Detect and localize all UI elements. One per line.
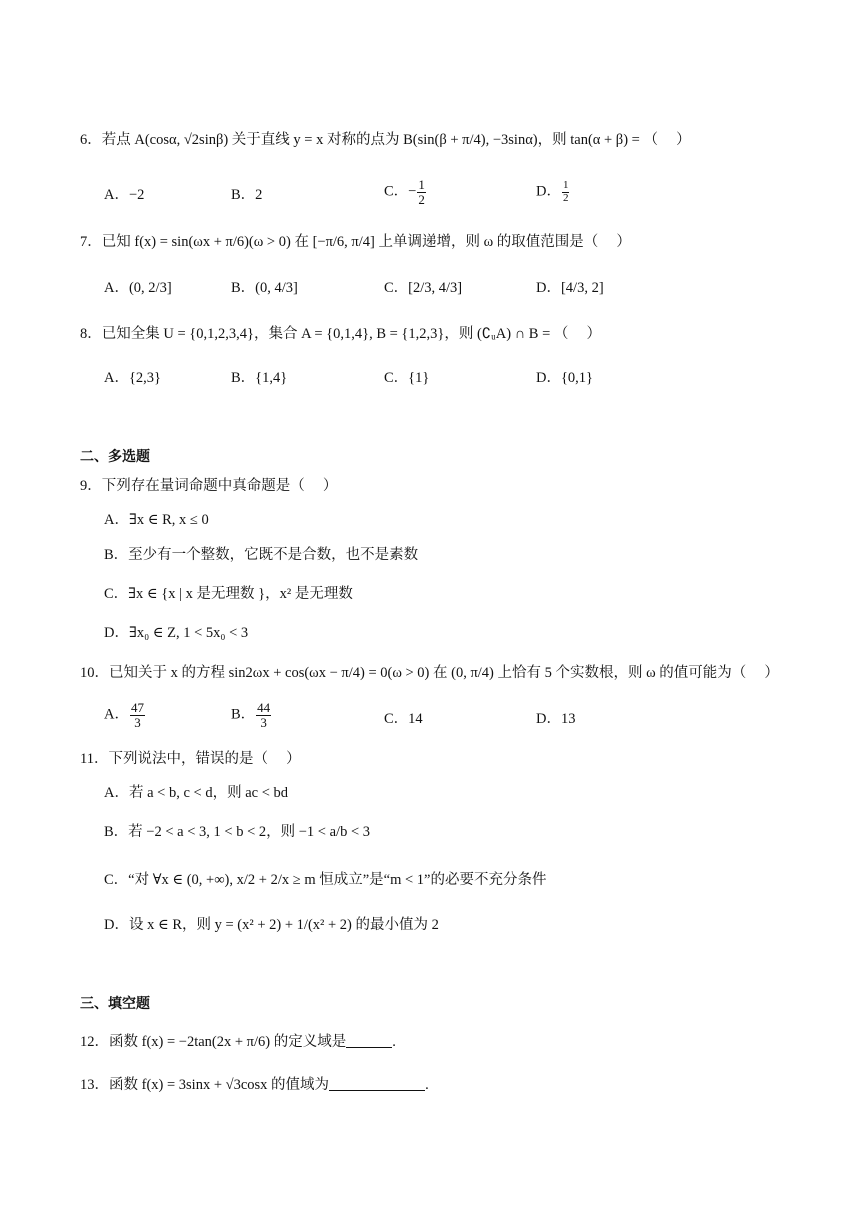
q10-option-b-prefix: B． bbox=[231, 706, 256, 723]
section-heading-fill-in: 三、填空题 bbox=[80, 996, 150, 1012]
q11-option-d: D．设 x ∈ R，则 y = (x² + 2) + 1/(x² + 2) 的最小值为 2 bbox=[104, 917, 439, 933]
q10-option-b-denominator: 3 bbox=[260, 714, 267, 730]
q12-stem-text: 12．函数 f(x) = −2tan(2x + π/6) 的定义域是 bbox=[80, 1034, 347, 1050]
q11-option-b: B．若 −2 < a < 3, 1 < b < 2，则 −1 < a/b < 3 bbox=[104, 824, 370, 840]
q9-option-c: C．∃x ∈ {x | x 是无理数 }，x² 是无理数 bbox=[104, 586, 353, 602]
q6-option-b: B．2 bbox=[231, 187, 263, 203]
q6-stem: 6．若点 A(cosα, √2sinβ) 关于直线 y = x 对称的点为 B(sin(β + π/4), −3sinα)，则 tan(α + β) = （ ） bbox=[80, 132, 691, 148]
q7-option-d: D．[4/3, 2] bbox=[536, 280, 604, 296]
q6-option-d bbox=[536, 180, 570, 204]
q10-option-a-denominator: 3 bbox=[134, 714, 141, 730]
q6-option-c-denominator: 2 bbox=[418, 191, 425, 207]
q8-option-a: A．{2,3} bbox=[104, 370, 162, 386]
q10-option-a bbox=[104, 701, 146, 729]
q6-option-c-numerator: 1 bbox=[418, 177, 425, 192]
q6-option-c-prefix: C．− bbox=[384, 183, 417, 200]
q10-option-a-prefix: A． bbox=[104, 706, 129, 723]
q11-option-c: C．“对 ∀x ∈ (0, +∞), x/2 + 2/x ≥ m 恒成立”是“m < 1”的必要不充分条件 bbox=[104, 872, 547, 888]
q9-option-a: A．∃x ∈ R, x ≤ 0 bbox=[104, 512, 209, 528]
q10-option-b bbox=[231, 701, 272, 729]
q7-option-c: C．[2/3, 4/3] bbox=[384, 280, 463, 296]
q7-option-a: A．(0, 2/3] bbox=[104, 280, 172, 296]
q13-stem bbox=[80, 1076, 429, 1093]
q9-option-d: D．∃x₀ ∈ Z, 1 < 5x₀ < 3 bbox=[104, 625, 249, 641]
q6-option-a: A．−2 bbox=[104, 187, 145, 203]
q6-option-d-denominator: 2 bbox=[562, 191, 569, 204]
q10-option-c: C．14 bbox=[384, 711, 423, 727]
q7-stem: 7．已知 f(x) = sin(ωx + π/6)(ω > 0) 在 [−π/6, π/4] 上单调递增，则 ω 的取值范围是（ ） bbox=[80, 234, 631, 250]
q12-period: . bbox=[392, 1034, 396, 1050]
q11-option-a: A．若 a < b, c < d，则 ac < bd bbox=[104, 785, 288, 801]
q8-stem: 8．已知全集 U = {0,1,2,3,4}，集合 A = {0,1,4}, B = {1,2,3}，则 (∁ᵤA) ∩ B = （ ） bbox=[80, 326, 602, 342]
q9-stem: 9．下列存在量词命题中真命题是（ ） bbox=[80, 478, 338, 494]
q10-stem: 10．已知关于 x 的方程 sin2ωx + cos(ωx − π/4) = 0(ω > 0) 在 (0, π/4) 上恰有 5 个实数根，则 ω 的值可能为（ ） bbox=[80, 665, 779, 681]
q8-option-c: C．{1} bbox=[384, 370, 430, 386]
q13-period: . bbox=[425, 1077, 429, 1093]
q10-option-a-numerator: 47 bbox=[130, 700, 144, 715]
q7-option-b: B．(0, 4/3] bbox=[231, 280, 298, 296]
q8-option-b: B．{1,4} bbox=[231, 370, 288, 386]
q9-option-b: B．至少有一个整数，它既不是合数，也不是素数 bbox=[104, 547, 419, 563]
q12-stem bbox=[80, 1033, 396, 1050]
section-heading-multiple-choice: 二、多选题 bbox=[80, 449, 150, 465]
q10-option-d: D．13 bbox=[536, 711, 576, 727]
q11-stem: 11．下列说法中，错误的是（ ） bbox=[80, 751, 301, 767]
q12-answer-blank[interactable] bbox=[346, 1033, 392, 1048]
q10-option-b-numerator: 44 bbox=[257, 700, 271, 715]
q8-option-d: D．{0,1} bbox=[536, 370, 594, 386]
q13-stem-text: 13．函数 f(x) = 3sinx + √3cosx 的值域为 bbox=[80, 1077, 330, 1093]
q6-option-d-prefix: D． bbox=[536, 183, 561, 200]
q13-answer-blank[interactable] bbox=[329, 1076, 425, 1091]
q6-option-d-numerator: 1 bbox=[562, 179, 569, 191]
q6-option-c bbox=[384, 178, 427, 206]
